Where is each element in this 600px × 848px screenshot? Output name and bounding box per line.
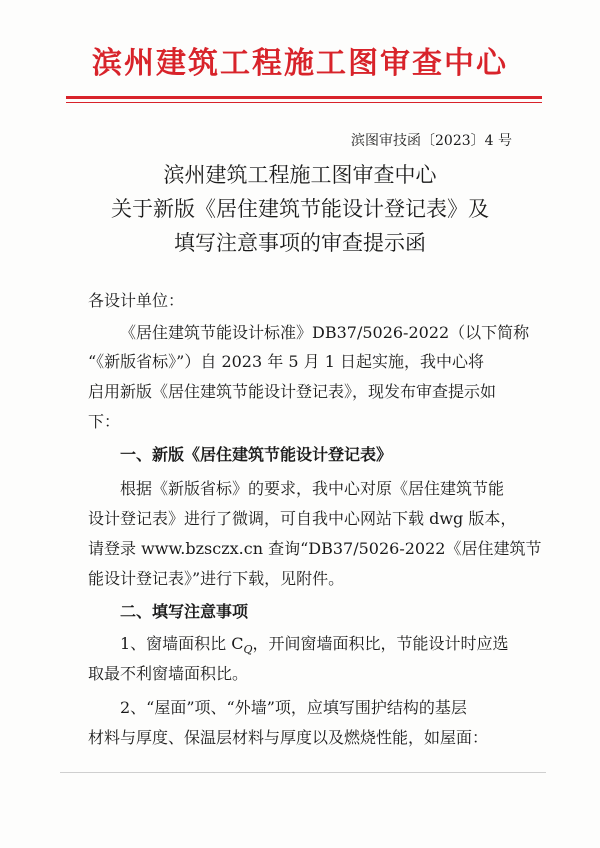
item-1-subscript: Q bbox=[243, 643, 253, 657]
letterhead-org-name: 滨州建筑工程施工图审查中心 bbox=[92, 46, 508, 81]
document-title bbox=[0, 158, 600, 260]
salutation: 各设计单位： bbox=[88, 291, 185, 310]
intro-line-3: 启用新版《居住建筑节能设计登记表》，现发布审查提示如 bbox=[88, 382, 497, 401]
title-line-1: 滨州建筑工程施工图审查中心 bbox=[163, 163, 437, 187]
section-2-heading: 二、填写注意事项 bbox=[120, 602, 249, 621]
letterhead-red-rule-thin bbox=[66, 102, 542, 103]
document-number: 滨图审技函〔2023〕4 号 bbox=[351, 133, 512, 149]
section-1-line-2: 设计登记表》进行了微调，可自我中心网站下载 dwg 版本， bbox=[88, 509, 517, 528]
intro-line-1: 《居住建筑节能设计标准》DB37/5026-2022（以下简称 bbox=[120, 323, 530, 342]
item-1-text: 1、窗墙面积比 C bbox=[120, 634, 244, 653]
section-1-heading: 一、新版《居住建筑节能设计登记表》 bbox=[120, 445, 393, 464]
intro-line-2: “《新版省标》”）自 2023 年 5 月 1 日起实施，我中心将 bbox=[88, 352, 484, 371]
title-line-2: 关于新版《居住建筑节能设计登记表》及 bbox=[111, 197, 489, 221]
letterhead-red-rule bbox=[66, 96, 542, 99]
item-2-line-2: 材料与厚度、保温层材料与厚度以及燃烧性能，如屋面： bbox=[88, 728, 489, 747]
item-1-line-1 bbox=[120, 630, 550, 663]
item-1-text-rest: ，开间窗墙面积比，节能设计时应选 bbox=[252, 634, 509, 653]
section-1-line-1: 根据《新版省标》的要求，我中心对原《居住建筑节能 bbox=[120, 479, 505, 498]
item-2-line-1: 2、“屋面”项、“外墙”项，应填写围护结构的基层 bbox=[120, 698, 467, 717]
section-1-line-3: 请登录 www.bzsczx.cn 查询“DB37/5026-2022《居住建筑节 bbox=[88, 539, 542, 558]
section-1-line-4: 能设计登记表》”进行下载，见附件。 bbox=[88, 569, 345, 588]
intro-line-4: 下： bbox=[88, 412, 121, 431]
title-line-3: 填写注意事项的审查提示函 bbox=[174, 231, 426, 255]
page-bottom-edge bbox=[60, 772, 546, 773]
item-1-line-2: 取最不利窗墙面积比。 bbox=[88, 664, 249, 683]
